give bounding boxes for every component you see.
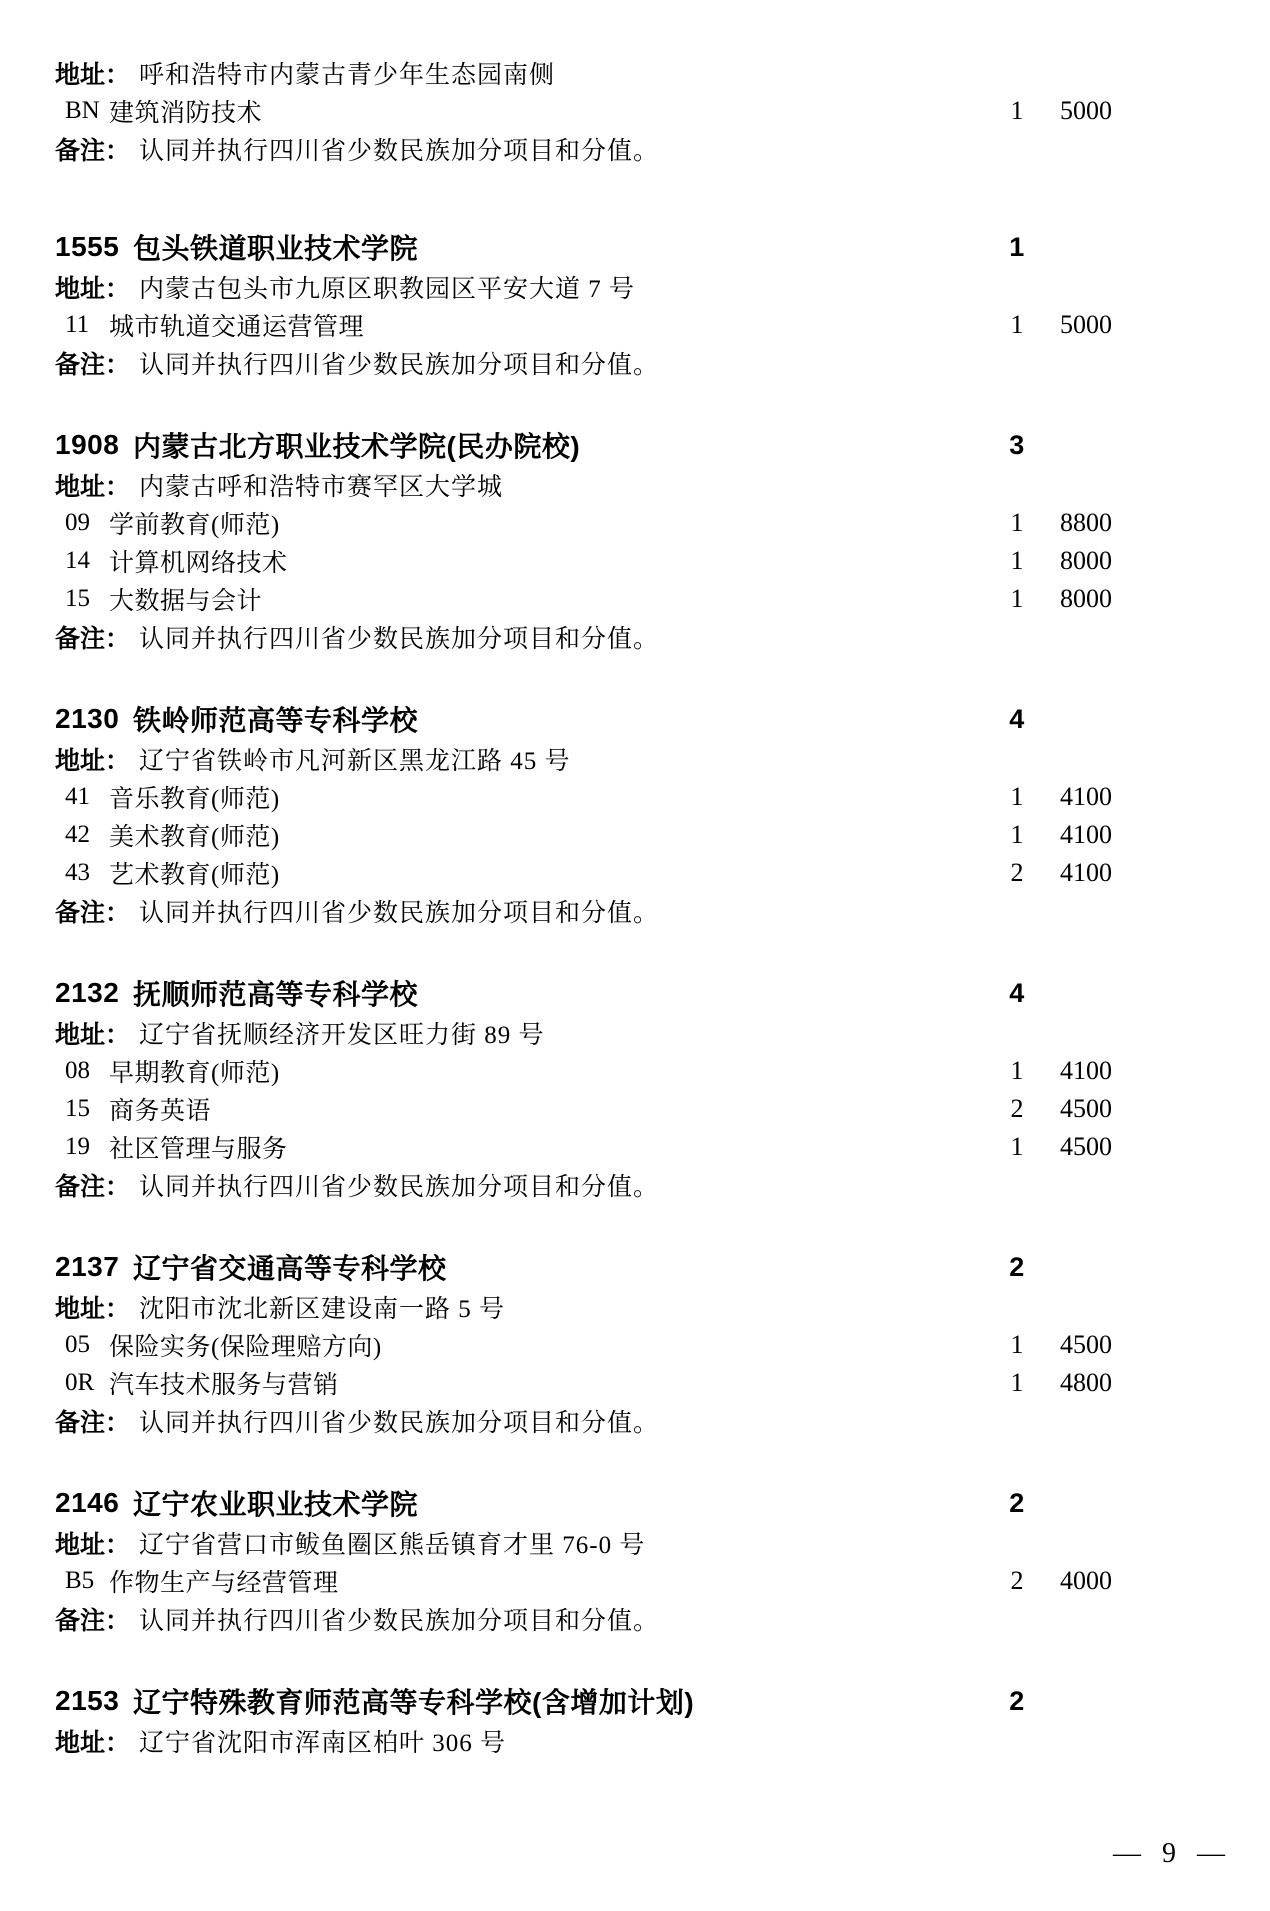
school-header-row <box>0 1246 1270 1288</box>
school-name: 内蒙古北方职业技术学院(民办院校) <box>133 431 581 462</box>
note-text: 认同并执行四川省少数民族加分项目和分值。 <box>139 626 660 653</box>
major-count: 1 <box>1010 782 1024 811</box>
address-row <box>0 740 1270 778</box>
school-count: 3 <box>1009 429 1025 460</box>
major-name: 保险实务(保险理赔方向) <box>109 1334 382 1361</box>
major-fee: 8800 <box>1060 508 1112 537</box>
major-code: BN <box>65 97 100 124</box>
address-text: 辽宁省铁岭市凡河新区黑龙江路 45 号 <box>139 748 571 775</box>
address-row <box>0 1014 1270 1052</box>
school-section-1555 <box>0 226 1270 382</box>
major-row <box>0 854 1270 892</box>
note-text: 认同并执行四川省少数民族加分项目和分值。 <box>139 1608 660 1635</box>
major-name: 商务英语 <box>109 1098 212 1125</box>
address-label: 地址： <box>55 1021 131 1049</box>
note-text: 认同并执行四川省少数民族加分项目和分值。 <box>139 138 660 165</box>
major-row <box>0 1326 1270 1364</box>
school-count: 2 <box>1009 1685 1025 1716</box>
major-code: 0R <box>65 1369 95 1396</box>
major-fee: 4500 <box>1060 1330 1112 1359</box>
major-fee: 4100 <box>1060 858 1112 887</box>
note-label: 备注： <box>55 1409 131 1437</box>
note-text: 认同并执行四川省少数民族加分项目和分值。 <box>139 1410 660 1437</box>
major-fee: 4100 <box>1060 820 1112 849</box>
school-header-row <box>0 698 1270 740</box>
school-section-2153 <box>0 1680 1270 1760</box>
major-code: 09 <box>65 509 90 536</box>
major-code: 15 <box>65 585 90 612</box>
school-code: 2153 <box>55 1685 120 1716</box>
page-footer <box>1113 1838 1225 1870</box>
address-row <box>0 466 1270 504</box>
note-label: 备注： <box>55 1607 131 1635</box>
major-code: 14 <box>65 547 90 574</box>
address-label: 地址： <box>55 61 131 89</box>
major-code: 08 <box>65 1057 90 1084</box>
major-count: 2 <box>1010 1566 1024 1595</box>
major-row <box>0 92 1270 130</box>
major-name: 大数据与会计 <box>109 588 263 615</box>
note-label: 备注： <box>55 625 131 653</box>
address-row <box>0 268 1270 306</box>
major-count: 1 <box>1010 96 1024 125</box>
note-row <box>0 618 1270 656</box>
major-count: 1 <box>1010 820 1024 849</box>
major-fee: 8000 <box>1060 546 1112 575</box>
note-row <box>0 130 1270 168</box>
major-name: 城市轨道交通运营管理 <box>109 314 365 341</box>
major-count: 1 <box>1010 508 1024 537</box>
major-name: 学前教育(师范) <box>109 512 280 539</box>
address-text: 呼和浩特市内蒙古青少年生态园南侧 <box>139 62 556 89</box>
school-name: 铁岭师范高等专科学校 <box>133 705 419 736</box>
major-row <box>0 504 1270 542</box>
note-label: 备注： <box>55 899 131 927</box>
major-count: 1 <box>1010 1368 1024 1397</box>
school-count: 4 <box>1009 977 1025 1008</box>
major-name: 计算机网络技术 <box>109 550 288 577</box>
major-name: 社区管理与服务 <box>109 1136 288 1163</box>
school-count: 2 <box>1009 1487 1025 1518</box>
major-name: 艺术教育(师范) <box>109 862 280 889</box>
school-name: 辽宁农业职业技术学院 <box>133 1489 419 1520</box>
footer-dash-left: — <box>1113 1838 1141 1869</box>
major-code: 11 <box>65 311 90 338</box>
major-row <box>0 816 1270 854</box>
school-count: 4 <box>1009 703 1025 734</box>
major-count: 1 <box>1010 1132 1024 1161</box>
note-text: 认同并执行四川省少数民族加分项目和分值。 <box>139 352 660 379</box>
school-count: 2 <box>1009 1251 1025 1282</box>
school-section-continued <box>0 54 1270 168</box>
address-label: 地址： <box>55 747 131 775</box>
address-text: 内蒙古呼和浩特市赛罕区大学城 <box>139 474 504 501</box>
major-code: B5 <box>65 1567 95 1594</box>
school-code: 1908 <box>55 429 120 460</box>
page-number: 9 <box>1162 1838 1176 1869</box>
major-row <box>0 1052 1270 1090</box>
school-section-2146 <box>0 1482 1270 1638</box>
school-code: 2132 <box>55 977 120 1008</box>
school-code: 1555 <box>55 231 120 262</box>
address-label: 地址： <box>55 1729 131 1757</box>
school-code: 2130 <box>55 703 120 734</box>
note-row <box>0 1600 1270 1638</box>
major-row <box>0 580 1270 618</box>
school-count: 1 <box>1009 231 1025 262</box>
major-name: 建筑消防技术 <box>109 100 263 127</box>
school-name: 包头铁道职业技术学院 <box>133 233 419 264</box>
major-row <box>0 542 1270 580</box>
address-label: 地址： <box>55 275 131 303</box>
major-row <box>0 778 1270 816</box>
note-label: 备注： <box>55 351 131 379</box>
major-fee: 5000 <box>1060 96 1112 125</box>
major-code: 41 <box>65 783 90 810</box>
major-fee: 4800 <box>1060 1368 1112 1397</box>
school-header-row <box>0 972 1270 1014</box>
school-name: 辽宁特殊教育师范高等专科学校(含增加计划) <box>133 1687 695 1718</box>
school-header-row <box>0 424 1270 466</box>
address-text: 辽宁省沈阳市浑南区柏叶 306 号 <box>139 1730 507 1757</box>
school-section-1908 <box>0 424 1270 656</box>
footer-dash-right: — <box>1197 1838 1225 1869</box>
major-fee: 4100 <box>1060 1056 1112 1085</box>
school-section-2130 <box>0 698 1270 930</box>
address-label: 地址： <box>55 1295 131 1323</box>
note-label: 备注： <box>55 1173 131 1201</box>
major-code: 15 <box>65 1095 90 1122</box>
major-name: 音乐教育(师范) <box>109 786 280 813</box>
school-header-row <box>0 1680 1270 1722</box>
address-row <box>0 1288 1270 1326</box>
note-text: 认同并执行四川省少数民族加分项目和分值。 <box>139 900 660 927</box>
major-fee: 5000 <box>1060 310 1112 339</box>
major-row <box>0 1128 1270 1166</box>
school-section-2132 <box>0 972 1270 1204</box>
note-row <box>0 344 1270 382</box>
school-section-2137 <box>0 1246 1270 1440</box>
major-count: 2 <box>1010 1094 1024 1123</box>
note-row <box>0 1402 1270 1440</box>
major-code: 43 <box>65 859 90 886</box>
address-text: 辽宁省抚顺经济开发区旺力街 89 号 <box>139 1022 545 1049</box>
major-name: 早期教育(师范) <box>109 1060 280 1087</box>
major-row <box>0 306 1270 344</box>
major-name: 美术教育(师范) <box>109 824 280 851</box>
major-code: 19 <box>65 1133 90 1160</box>
major-row <box>0 1364 1270 1402</box>
major-fee: 4000 <box>1060 1566 1112 1595</box>
major-fee: 4500 <box>1060 1132 1112 1161</box>
major-row <box>0 1562 1270 1600</box>
major-fee: 4500 <box>1060 1094 1112 1123</box>
note-row <box>0 1166 1270 1204</box>
note-row <box>0 892 1270 930</box>
school-code: 2137 <box>55 1251 120 1282</box>
major-count: 1 <box>1010 546 1024 575</box>
address-text: 辽宁省营口市鲅鱼圈区熊岳镇育才里 76-0 号 <box>139 1532 646 1559</box>
school-code: 2146 <box>55 1487 120 1518</box>
major-count: 2 <box>1010 858 1024 887</box>
address-label: 地址： <box>55 1531 131 1559</box>
major-fee: 8000 <box>1060 584 1112 613</box>
major-count: 1 <box>1010 1330 1024 1359</box>
school-header-row <box>0 226 1270 268</box>
major-count: 1 <box>1010 310 1024 339</box>
major-count: 1 <box>1010 1056 1024 1085</box>
major-name: 汽车技术服务与营销 <box>109 1372 339 1399</box>
note-text: 认同并执行四川省少数民族加分项目和分值。 <box>139 1174 660 1201</box>
school-name: 辽宁省交通高等专科学校 <box>133 1253 447 1284</box>
major-name: 作物生产与经营管理 <box>109 1570 339 1597</box>
address-row <box>0 1722 1270 1760</box>
school-header-row <box>0 1482 1270 1524</box>
address-row <box>0 1524 1270 1562</box>
major-row <box>0 1090 1270 1128</box>
address-label: 地址： <box>55 473 131 501</box>
address-row <box>0 54 1270 92</box>
note-label: 备注： <box>55 137 131 165</box>
major-count: 1 <box>1010 584 1024 613</box>
major-code: 42 <box>65 821 90 848</box>
address-text: 内蒙古包头市九原区职教园区平安大道 7 号 <box>139 276 636 303</box>
major-code: 05 <box>65 1331 90 1358</box>
school-name: 抚顺师范高等专科学校 <box>133 979 419 1010</box>
major-fee: 4100 <box>1060 782 1112 811</box>
address-text: 沈阳市沈北新区建设南一路 5 号 <box>139 1296 506 1323</box>
